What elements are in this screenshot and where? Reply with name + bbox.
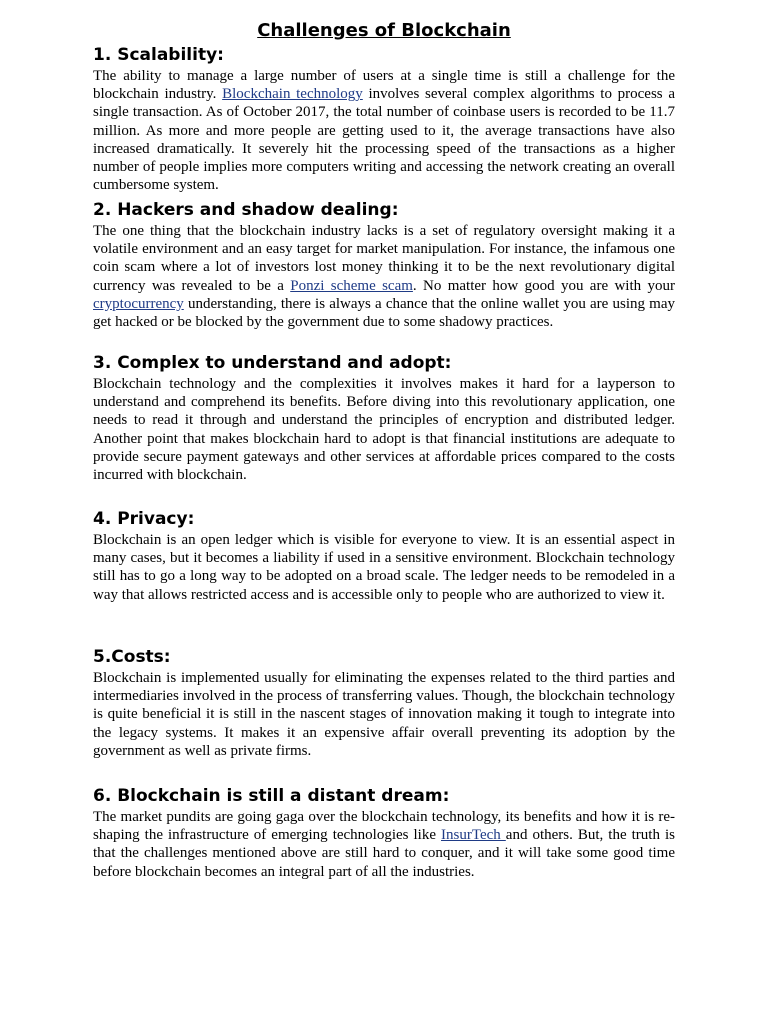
section-paragraph bbox=[93, 808, 675, 881]
section-paragraph bbox=[93, 222, 675, 331]
paragraph-text: The one thing that the blockchain industry lacks is a set of regulatory oversight making it a volatile environment and an easy target for market manipulation. For instance, the infamous one coin scam where a lot of investors lost money thinking it to be the next revolutionary digital currency was revealed to be a bbox=[93, 223, 675, 294]
section-heading: 1. Scalability: bbox=[93, 45, 224, 65]
section-costs bbox=[93, 646, 675, 760]
cryptocurrency-link[interactable]: cryptocurrency bbox=[93, 295, 184, 312]
section-paragraph: Blockchain is an open ledger which is visible for everyone to view. It is an essential aspect in many cases, but it becomes a liability if used in a sensitive environment. Blockchain technology still has to go a long way to be adopted on a broad scale. The ledger needs to be remodeled in a way that allows restricted access and is accessible only to people who are authorized to view it. bbox=[93, 532, 675, 603]
paragraph-text: . No matter how good you are with your bbox=[412, 277, 675, 294]
paragraph-text: understanding, there is always a chance that the online wallet you are using may get hacked or be blocked by the government due to some shadowy practices. bbox=[93, 295, 675, 331]
paragraph-text: The market pundits are going gaga over the blockchain technology, its benefits and how it is re-shaping the infrastructure of emerging technologies like bbox=[93, 809, 675, 844]
section-paragraph: Blockchain technology and the complexities it involves makes it hard for a layperson to understand and comprehend its benefits. Before diving into this revolutionary application, one needs to read it through and understand the principles of encryption and distributed ledger. Another point that makes blockchain hard to adopt is that financial institutions are adequate to provide secure payment gateways and other services at affordable prices compared to the costs incurred with blockchain. bbox=[93, 376, 675, 484]
section-complex bbox=[93, 352, 675, 484]
section-heading: 2. Hackers and shadow dealing: bbox=[93, 200, 399, 220]
paragraph-text: involves several complex algorithms to process a single transaction. As of October 2017, the total number of coinbase users is recorded to be 11.7 million. As more and more people are getting used to it, the average transactions have also increased dramatically. It severely hit the processing speed of the transactions as a higher number of people implies more computers writing and accessing the network creating an overall cumbersome system. bbox=[93, 86, 675, 194]
section-paragraph: Blockchain is implemented usually for eliminating the expenses related to the third parties and intermediaries involved in the process of transferring values. Though, the blockchain technology is quite beneficial it is still in the nascent stages of innovation making it tough to integrate into the legacy systems. It makes it an expensive affair overall preventing its adoption by the government as well as private firms. bbox=[93, 670, 675, 759]
section-privacy bbox=[93, 508, 675, 604]
blockchain-technology-link[interactable]: Blockchain technology bbox=[222, 86, 363, 103]
section-heading: 6. Blockchain is still a distant dream: bbox=[93, 786, 450, 806]
section-paragraph bbox=[93, 67, 675, 194]
section-heading: 5.Costs: bbox=[93, 647, 171, 667]
section-distant-dream bbox=[93, 785, 675, 881]
section-heading: 4. Privacy: bbox=[93, 509, 195, 529]
section-hackers bbox=[93, 199, 675, 331]
section-heading: 3. Complex to understand and adopt: bbox=[93, 353, 452, 373]
insurtech-link[interactable]: InsurTech bbox=[441, 827, 506, 844]
page-title: Challenges of Blockchain bbox=[257, 20, 511, 41]
paragraph-text: and others. But, the truth is that the challenges mentioned above are still hard to conquer, and it will take some good time before blockchain becomes an integral part of all the industries. bbox=[93, 827, 675, 880]
ponzi-scheme-link[interactable]: Ponzi scheme scam bbox=[290, 277, 413, 294]
section-scalability bbox=[93, 44, 675, 194]
paragraph-text: The ability to manage a large number of users at a single time is still a challenge for the blockchain industry. bbox=[93, 68, 675, 103]
